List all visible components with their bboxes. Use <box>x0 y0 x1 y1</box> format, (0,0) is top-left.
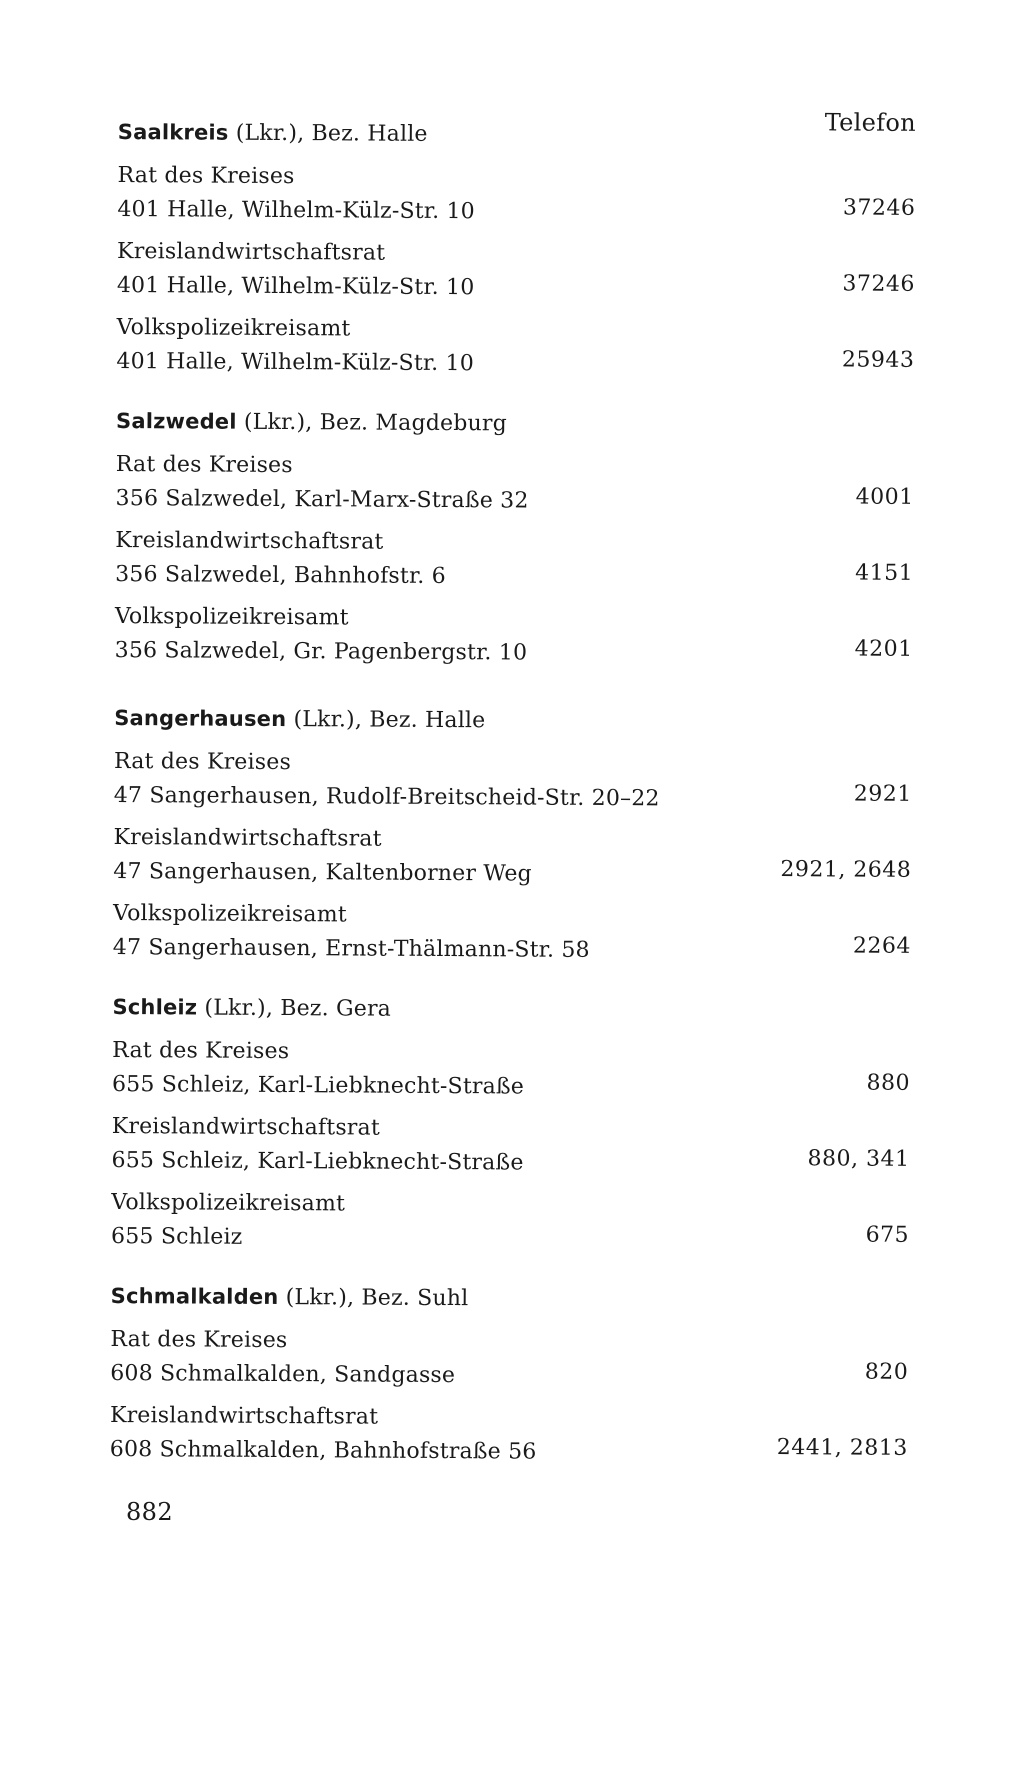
district-name: Sangerhausen <box>114 705 287 732</box>
office-address: 655 Schleiz <box>111 1223 243 1250</box>
office-address: 356 Salzwedel, Gr. Pagenbergstr. 10 <box>114 637 528 666</box>
phone-column-header: Telefon <box>824 108 916 137</box>
office-entry <box>110 1399 908 1472</box>
office-entry <box>115 600 913 673</box>
office-phone: 37246 <box>842 195 916 221</box>
office-entry <box>117 159 915 232</box>
district-heading <box>111 1284 909 1314</box>
district-heading <box>114 706 912 736</box>
office-phone: 2264 <box>852 933 911 959</box>
office-phone: 25943 <box>841 347 915 373</box>
district-suffix: (Lkr.), Bez. Suhl <box>278 1285 469 1312</box>
office-address: 401 Halle, Wilhelm-Külz-Str. 10 <box>117 196 475 225</box>
district-name: Saalkreis <box>117 119 229 145</box>
office-address: 608 Schmalkalden, Bahnhofstraße 56 <box>109 1436 537 1465</box>
office-phone: 4001 <box>855 484 914 510</box>
district-suffix: (Lkr.), Bez. Magdeburg <box>236 409 508 437</box>
office-title: Volkspolizeikreisamt <box>114 603 349 631</box>
office-title: Kreislandwirtschaftsrat <box>115 527 384 555</box>
office-address: 47 Sangerhausen, Kaltenborner Weg <box>113 858 532 887</box>
office-entry <box>115 524 913 597</box>
office-entry <box>114 745 912 818</box>
office-entry <box>111 1110 909 1183</box>
office-title: Volkspolizeikreisamt <box>116 314 351 342</box>
office-entry <box>110 1323 908 1396</box>
office-title: Volkspolizeikreisamt <box>112 900 347 928</box>
office-entry <box>113 897 911 970</box>
office-title: Rat des Kreises <box>117 162 295 190</box>
district-heading <box>116 409 914 439</box>
office-address: 356 Salzwedel, Bahnhofstr. 6 <box>115 561 446 590</box>
office-entry <box>113 821 911 894</box>
directory-column <box>110 104 916 1480</box>
office-title: Kreislandwirtschaftsrat <box>111 1113 380 1141</box>
district-suffix: (Lkr.), Bez. Gera <box>197 995 392 1022</box>
office-title: Kreislandwirtschaftsrat <box>109 1402 379 1430</box>
office-address: 608 Schmalkalden, Sandgasse <box>110 1360 456 1389</box>
district-heading <box>112 995 910 1025</box>
office-phone: 2921, 2648 <box>780 857 912 883</box>
office-address: 356 Salzwedel, Karl-Marx-Straße 32 <box>115 485 529 514</box>
office-title: Kreislandwirtschaftsrat <box>117 238 386 266</box>
header-row <box>118 104 916 151</box>
office-title: Rat des Kreises <box>115 451 293 479</box>
office-phone: 37246 <box>842 271 915 297</box>
district-name: Schleiz <box>112 994 198 1020</box>
office-title: Kreislandwirtschaftsrat <box>113 824 382 852</box>
office-entry <box>115 448 913 521</box>
office-phone: 880 <box>866 1070 911 1096</box>
office-entry <box>117 235 915 308</box>
office-title: Rat des Kreises <box>113 748 292 776</box>
district-name: Schmalkalden <box>110 1283 279 1310</box>
office-address: 401 Halle, Wilhelm-Külz-Str. 10 <box>116 348 475 377</box>
office-title: Rat des Kreises <box>112 1037 290 1065</box>
district-name: Salzwedel <box>115 408 237 434</box>
office-phone: 2441, 2813 <box>776 1435 908 1461</box>
district-suffix: (Lkr.), Bez. Halle <box>286 707 486 734</box>
office-phone: 4151 <box>855 560 914 586</box>
office-address: 655 Schleiz, Karl-Liebknecht-Straße <box>111 1147 524 1176</box>
office-entry <box>112 1034 910 1107</box>
office-address: 401 Halle, Wilhelm-Külz-Str. 10 <box>116 272 475 301</box>
office-phone: 675 <box>865 1222 910 1248</box>
office-phone: 820 <box>864 1359 909 1385</box>
office-phone: 4201 <box>854 636 913 662</box>
office-address: 655 Schleiz, Karl-Liebknecht-Straße <box>111 1071 525 1100</box>
page-number: 882 <box>126 1498 174 1526</box>
office-title: Rat des Kreises <box>110 1326 288 1354</box>
district-suffix: (Lkr.), Bez. Halle <box>228 120 428 147</box>
office-title: Volkspolizeikreisamt <box>111 1189 346 1217</box>
office-entry <box>111 1186 909 1259</box>
office-address: 47 Sangerhausen, Rudolf-Breitscheid-Str. 20–22 <box>113 782 660 812</box>
office-entry <box>116 311 914 384</box>
office-phone: 2921 <box>853 781 912 807</box>
office-phone: 880, 341 <box>807 1146 910 1172</box>
office-address: 47 Sangerhausen, Ernst-Thälmann-Str. 58 <box>112 934 590 963</box>
